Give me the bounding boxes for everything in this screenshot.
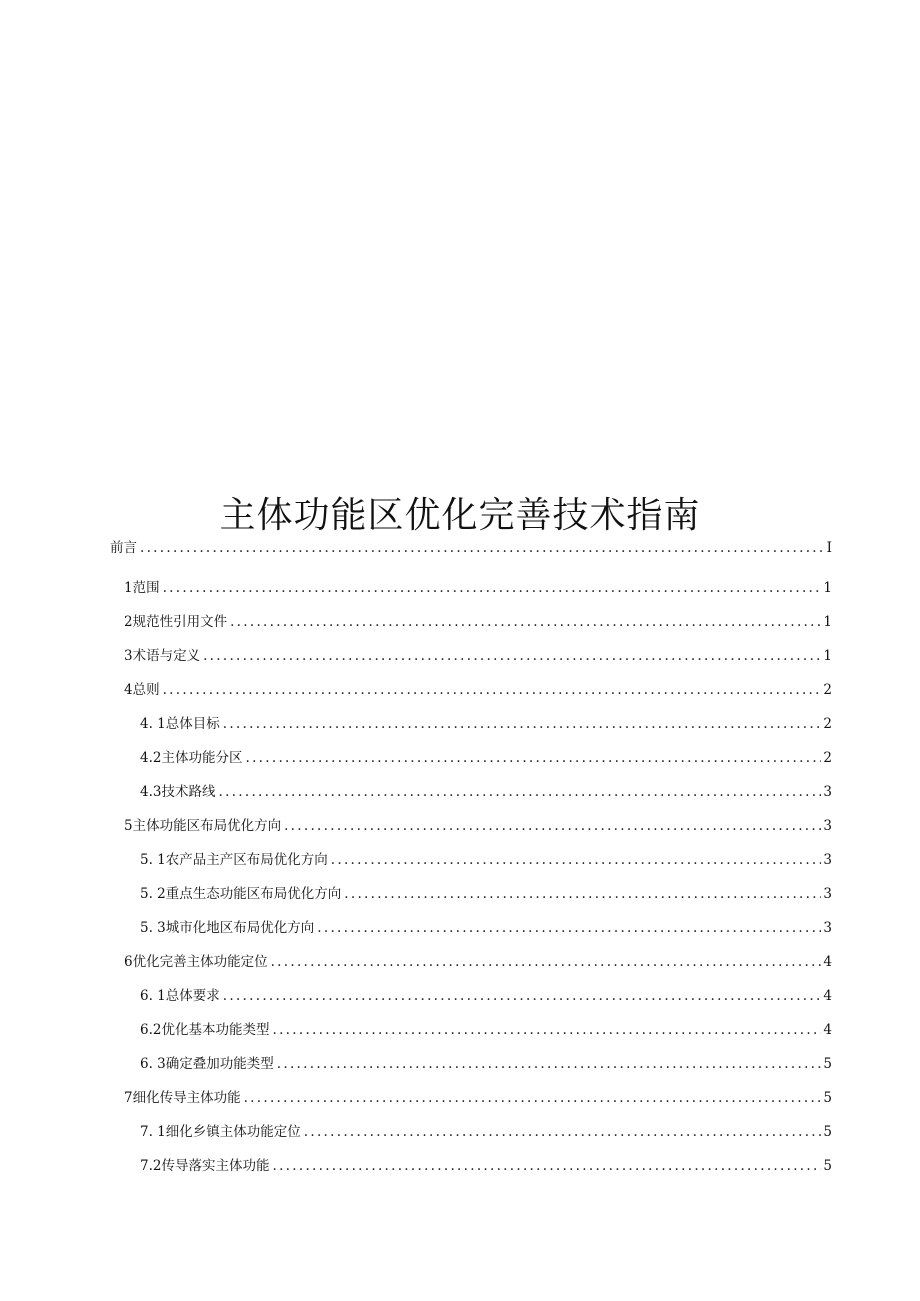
toc-page-number: I (826, 540, 832, 556)
toc-entry-label: 5. 1农产品主产区布局优化方向 (140, 852, 328, 868)
toc-page-number: 3 (823, 784, 832, 800)
toc-entry-label: 7. 1细化乡镇主体功能定位 (140, 1124, 301, 1140)
toc-entry-label: 前言 (110, 540, 137, 556)
toc-leader-dots (244, 1088, 822, 1108)
toc-page-number: 5 (823, 1056, 832, 1072)
toc-entry-6[interactable] (124, 952, 832, 972)
toc-leader-dots (230, 612, 821, 632)
toc-entry-label: 5. 3城市化地区布局优化方向 (140, 920, 315, 936)
toc-entry-6-1[interactable] (140, 986, 832, 1006)
toc-entry-1[interactable] (124, 578, 832, 598)
toc-entry-label: 3术语与定义 (124, 648, 201, 664)
toc-entry-5-1[interactable] (140, 850, 832, 870)
toc-leader-dots (304, 1122, 822, 1142)
toc-entry-2[interactable] (124, 612, 832, 632)
toc-entry-4-2[interactable] (140, 748, 832, 768)
toc-leader-dots (223, 714, 822, 734)
toc-leader-dots (163, 578, 822, 598)
toc-entry-5-2[interactable] (140, 884, 832, 904)
toc-leader-dots (163, 680, 822, 700)
toc-entry-label: 6优化完善主体功能定位 (124, 954, 268, 970)
toc-page-number: 3 (823, 920, 832, 936)
toc-leader-dots (140, 538, 825, 558)
toc-page-number: 5 (823, 1124, 832, 1140)
toc-entry-5[interactable] (124, 816, 832, 836)
toc-entry-4-3[interactable] (140, 782, 832, 802)
toc-entry-label: 5主体功能区布局优化方向 (124, 818, 282, 834)
toc-leader-dots (277, 1054, 822, 1074)
toc-page-number: 3 (823, 886, 832, 902)
toc-entry-label: 7.2传导落实主体功能 (140, 1158, 270, 1174)
toc-entry-3[interactable] (124, 646, 832, 666)
toc-entry-5-3[interactable] (140, 918, 832, 938)
document-title: 主体功能区优化完善技术指南 (219, 495, 701, 536)
toc-entry-label: 6. 1总体要求 (140, 988, 220, 1004)
toc-leader-dots (218, 782, 821, 802)
toc-entry-preface[interactable] (110, 538, 832, 558)
toc-entry-7[interactable] (124, 1088, 832, 1108)
toc-page-number: 1 (823, 580, 832, 596)
toc-entry-label: 4.2主体功能分区 (140, 750, 243, 766)
toc-leader-dots (272, 1020, 821, 1040)
toc-page-number: 4 (823, 988, 832, 1004)
toc-entry-label: 4. 1总体目标 (140, 716, 220, 732)
toc-page-number: 3 (823, 852, 832, 868)
toc-leader-dots (223, 986, 822, 1006)
toc-leader-dots (245, 748, 821, 768)
toc-entry-7-2[interactable] (140, 1156, 832, 1176)
toc-page-number: 4 (823, 1022, 832, 1038)
toc-page-number: 4 (823, 954, 832, 970)
toc-entry-7-1[interactable] (140, 1122, 832, 1142)
toc-entry-4[interactable] (124, 680, 832, 700)
toc-leader-dots (271, 952, 822, 972)
toc-entry-label: 6. 3确定叠加功能类型 (140, 1056, 274, 1072)
toc-page-number: 2 (823, 750, 832, 766)
toc-entry-6-2[interactable] (140, 1020, 832, 1040)
toc-page-number: 1 (823, 648, 832, 664)
toc-entry-4-1[interactable] (140, 714, 832, 734)
toc-page-number: 2 (823, 716, 832, 732)
toc-leader-dots (284, 816, 821, 836)
toc-entry-label: 2规范性引用文件 (124, 614, 228, 630)
toc-leader-dots (344, 884, 821, 904)
toc-leader-dots (331, 850, 822, 870)
toc-entry-label: 4.3技术路线 (140, 784, 216, 800)
toc-page-number: 2 (823, 682, 832, 698)
toc-entry-6-3[interactable] (140, 1054, 832, 1074)
toc-leader-dots (203, 646, 821, 666)
toc-entry-label: 4总则 (124, 682, 160, 698)
toc-page-number: 5 (823, 1158, 832, 1174)
toc-entry-label: 5. 2重点生态功能区布局优化方向 (140, 886, 342, 902)
toc-entry-label: 6.2优化基本功能类型 (140, 1022, 270, 1038)
toc-entry-label: 1范围 (124, 580, 160, 596)
toc-entry-label: 7细化传导主体功能 (124, 1090, 241, 1106)
toc-page-number: 3 (823, 818, 832, 834)
toc-leader-dots (272, 1156, 821, 1176)
toc-leader-dots (317, 918, 821, 938)
toc-page-number: 5 (823, 1090, 832, 1106)
toc-page-number: 1 (823, 614, 832, 630)
